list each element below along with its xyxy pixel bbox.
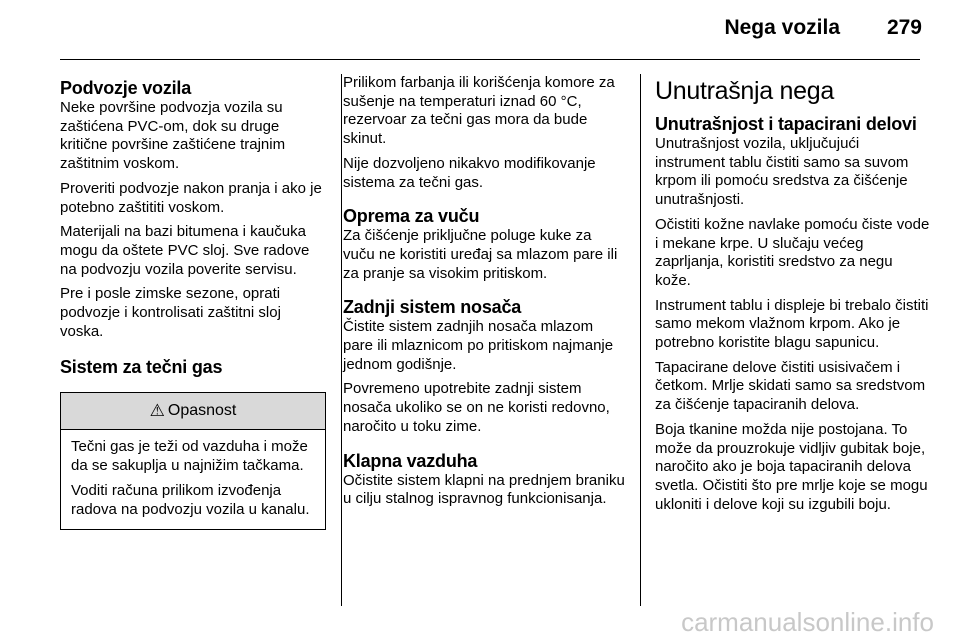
warning-triangle-icon: ⚠ — [149, 401, 165, 421]
warning-box — [60, 392, 326, 530]
paragraph: Unutrašnjost vozila, uključujući instrument tablu čistiti samo sa suvom krpom ili pomoću sredstva za čišćenje unutrašnjosti. — [655, 135, 909, 209]
paragraph: Tapacirane delove čistiti usisivačem i četkom. Mrlje skidati samo sa sredstvom za čišćenje tapaciranih delova. — [655, 358, 926, 414]
paragraph: Nije dozvoljeno nikakvo modifikovanje sistema za tečni gas. — [343, 154, 596, 191]
paragraph: Instrument tablu i displeje bi trebalo čistiti samo mekom vlažnom krpom. Ako je potrebno koristite blagu sapunicu. — [655, 296, 929, 352]
paragraph: Pre i posle zimske sezone, oprati podvozje i kontrolisati zaštitni sloj voska. — [60, 285, 281, 340]
column-divider-1 — [341, 74, 342, 606]
heading-podvozje-vozila: Podvozje vozila — [60, 78, 192, 98]
paragraph: Prilikom farbanja ili korišćenja komore za sušenje na temperaturi iznad 60 °C, rezervoar za tečni gas mora da bude skinut. — [343, 74, 615, 148]
paragraph: Za čišćenje priključne poluge kuke za vuču ne koristiti uređaj sa mlazom pare ili za pranje sa visokim pritiskom. — [343, 227, 618, 282]
heading-klapna-vazduha: Klapna vazduha — [343, 450, 478, 471]
paragraph: Očistiti kožne navlake pomoću čiste vode i mekane krpe. U slučaju većeg zaprljanja, koristiti sredstvo za negu kože. — [655, 215, 930, 289]
warning-paragraph: Tečni gas je teži od vazduha i može da se sakuplja u najnižim tačkama. — [71, 438, 308, 475]
heading-zadnji-sistem-nosaca: Zadnji sistem nosača — [343, 297, 522, 318]
heading-oprema-za-vucu: Oprema za vuču — [343, 206, 480, 227]
column-1 — [60, 74, 326, 530]
watermark: carmanualsonline.info — [681, 607, 934, 637]
warning-body — [61, 430, 325, 529]
heading-sistem-za-tecni-gas: Sistem za tečni gas — [60, 357, 223, 378]
paragraph: Boja tkanine možda nije postojana. To može da prouzrokuje vidljiv gubitak boje, naročito ako je boja tapaciranih delova svetla. Očistiti što pre mrlje koje se mogu ukloniti i delove koji su izgubili boju. — [655, 420, 928, 513]
paragraph: Očistite sistem klapni na prednjem braniku u cilju stalnog ispravnog funkcionisanja. — [343, 471, 625, 508]
paragraph: Neke površine podvozja vozila su zaštićena PVC-om, dok su druge kritične površine zaštićene trajnim zaštitnim voskom. — [60, 99, 286, 173]
paragraph: Materijali na bazi bitumena i kaučuka mogu da oštete PVC sloj. Sve radove na podvozju vozila poverite servisu. — [60, 223, 310, 278]
paragraph: Povremeno upotrebite zadnji sistem nosača ukoliko se on ne koristi redovno, naročito u toku zime. — [343, 380, 610, 435]
running-header-title: Nega vozila — [724, 16, 840, 39]
warning-title: Opasnost — [167, 402, 237, 420]
heading-unutrasnjost-i-tapacirani-delovi: Unutrašnjost i tapacirani delovi — [655, 114, 917, 134]
warning-header — [61, 393, 325, 430]
column-divider-2 — [640, 74, 641, 606]
column-2 — [343, 74, 625, 515]
paragraph: Proveriti podvozje nakon pranja i ako je potebno zaštititi voskom. — [60, 179, 322, 216]
page-number: 279 — [886, 16, 922, 39]
paragraph: Čistite sistem zadnjih nosača mlazom pare ili mlaznicom po pritiskom najmanje jednom godišnje. — [343, 318, 614, 373]
header-rule — [60, 59, 920, 60]
column-3 — [655, 74, 930, 520]
heading-unutrasnja-nega: Unutrašnja nega — [655, 77, 834, 105]
warning-paragraph: Voditi računa prilikom izvođenja radova na podvozju vozila u kanalu. — [71, 481, 310, 518]
